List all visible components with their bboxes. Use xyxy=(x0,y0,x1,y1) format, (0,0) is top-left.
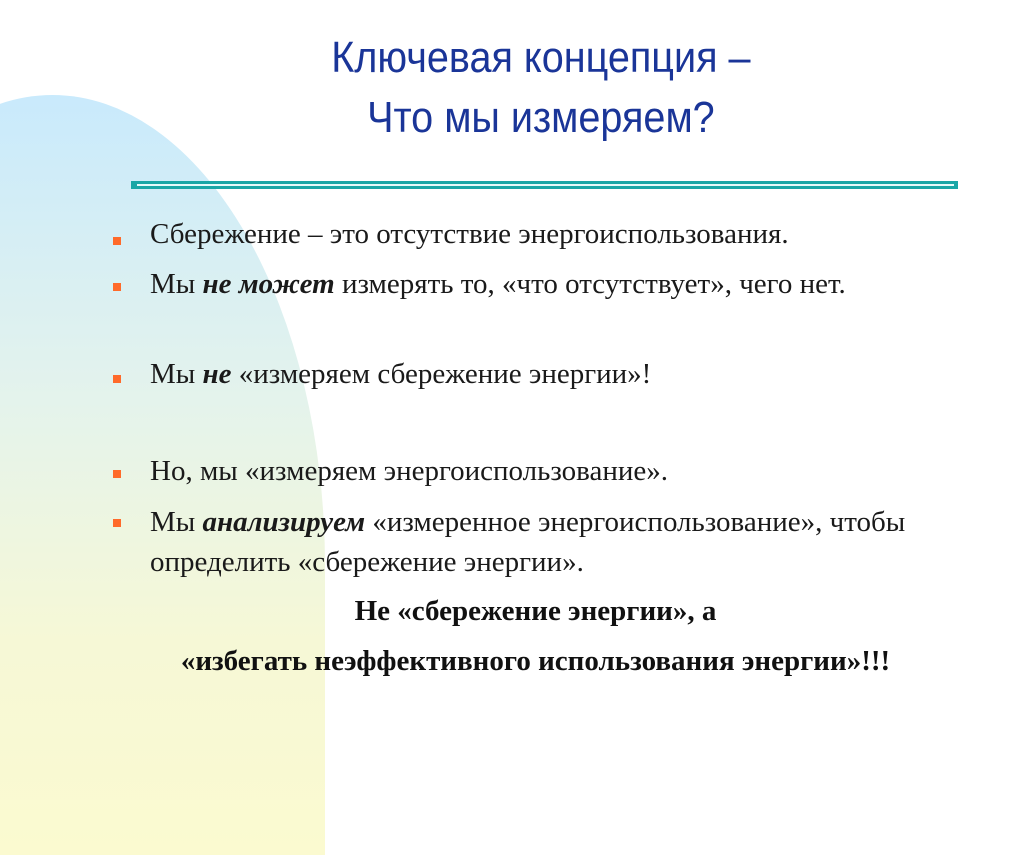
bullet-1-text: Сбережение – это отсутствие энергоиспользования. xyxy=(150,218,789,250)
conclusion-line-1: Не «сбережение энергии», а xyxy=(354,595,717,627)
bullet-item-3 xyxy=(150,354,960,394)
title-line-1: Ключевая концепция – xyxy=(331,33,751,82)
bullet-marker-icon xyxy=(113,519,121,527)
bullet-5-text-end: «измеренное энергоиспользование», чтобы определить «сбережение энергии». xyxy=(150,506,906,578)
bullet-3-text-end: «измеряем сбережение энергии»! xyxy=(231,358,652,390)
bullet-item-1 xyxy=(150,214,960,254)
conclusion-line-2: «избегать неэффективного использования энергии»!!! xyxy=(180,645,891,677)
bullet-5-text-start: Мы xyxy=(150,506,203,538)
bullet-item-5 xyxy=(150,502,960,582)
bullet-2-text-end: измерять то, «что отсутствует», чего нет. xyxy=(334,268,846,300)
bullet-marker-icon xyxy=(113,470,121,478)
bullet-5-emphasis: анализируем xyxy=(202,506,366,538)
bullet-2-text-start: Мы xyxy=(150,268,203,300)
bullet-3-emphasis: не xyxy=(202,358,232,390)
bullet-marker-icon xyxy=(113,375,121,383)
bullet-item-2 xyxy=(150,264,960,304)
bullet-marker-icon xyxy=(113,283,121,291)
bullet-2-emphasis: не может xyxy=(202,268,335,300)
bullet-marker-icon xyxy=(113,237,121,245)
bullet-item-4 xyxy=(150,451,960,491)
bullet-4-text: Но, мы «измеряем энергоиспользование». xyxy=(150,455,668,487)
bullet-3-text-start: Мы xyxy=(150,358,203,390)
title-line-2: Что мы измеряем? xyxy=(367,93,715,142)
